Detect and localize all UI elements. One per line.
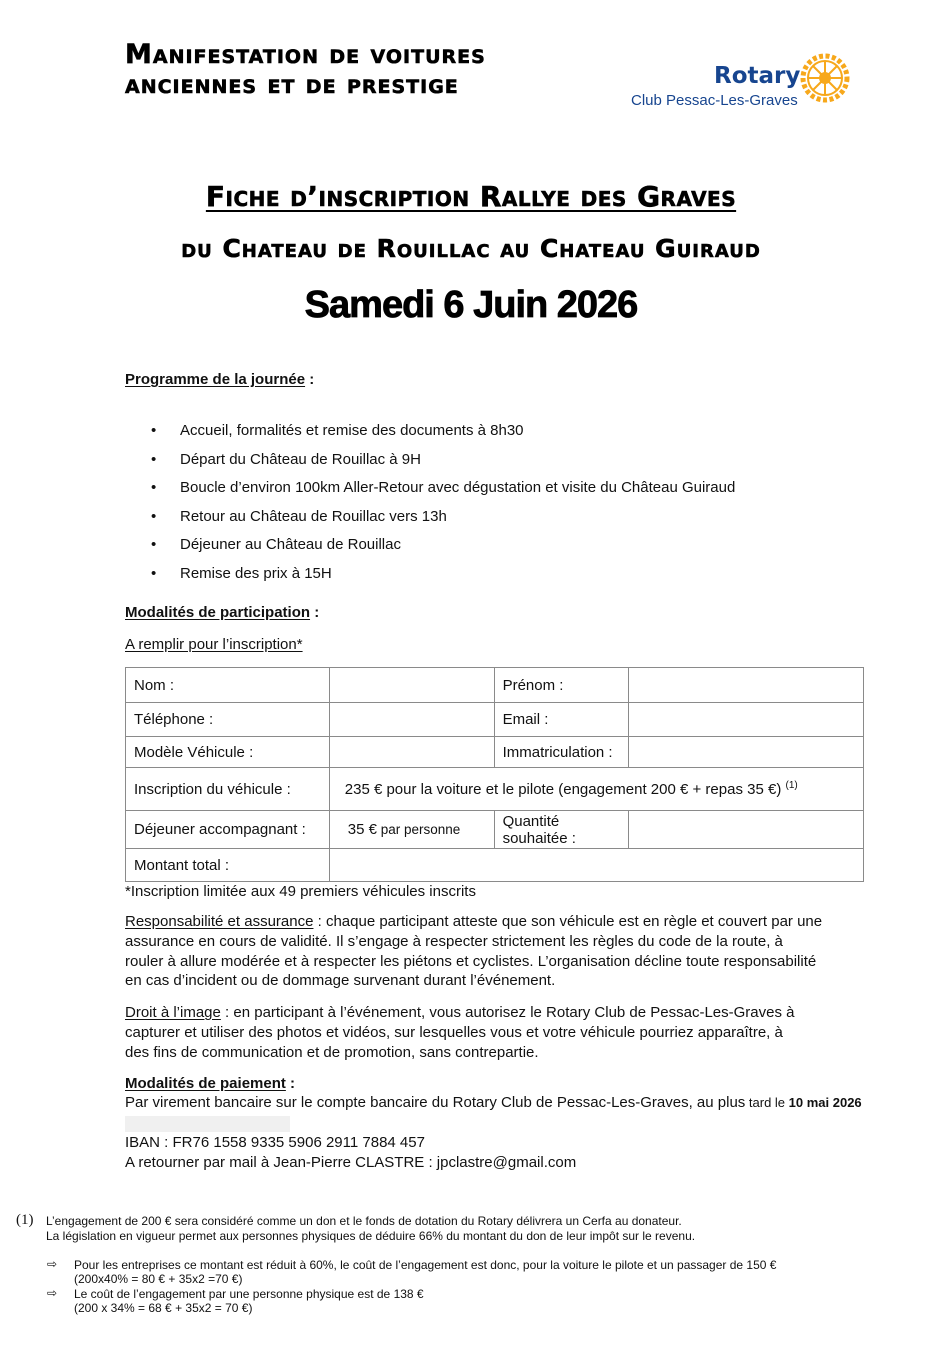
logo-wordmark: Rotary [714, 63, 801, 89]
quantite-label: Quantité souhaitée : [494, 811, 628, 849]
paiement-heading: Modalités de paiement : [125, 1075, 296, 1092]
footnote-arrow2: Le coût de l’engagement par une personne physique est de 138 € (200 x 34% = 68 € + 35x2 = 70 €) [74, 1287, 424, 1315]
nom-field[interactable] [329, 668, 494, 703]
list-item: • Boucle d’environ 100km Aller-Retour avec dégustation et visite du Château Guiraud [150, 478, 735, 507]
dejeuner-price: 35 € par personne [329, 811, 494, 849]
form-instruction: A remplir pour l’inscription* [125, 636, 303, 653]
footnote-arrow1: Pour les entreprises ce montant est réduit à 60%, le coût de l’engagement est donc, pour la voiture le pilote et un passager de 150 € (200x40% = 80 € + 35x2 =70 €) [74, 1258, 777, 1286]
iban: IBAN : FR76 1558 9335 5906 2911 7884 457 [125, 1134, 425, 1151]
list-item: • Départ du Château de Rouillac à 9H [150, 450, 735, 479]
event-title-line1: Manifestation de voitures [125, 39, 486, 70]
table-row [126, 768, 864, 811]
droit-image-paragraph: Droit à l’image : en participant à l’événement, vous autorisez le Rotary Club de Pessac-Les-Graves à capturer et utiliser des photos et vidéos, sur lesquelles vous et votre véhicule pourriez apparaître, à des fins de communication et de promotion, sans contrepartie. [125, 1004, 795, 1061]
prenom-field[interactable] [628, 668, 863, 703]
arrow-right-icon: ⇨ [47, 1286, 58, 1300]
footnote-number: (1) [16, 1212, 34, 1228]
registration-table [125, 667, 864, 882]
immatriculation-field[interactable] [628, 737, 863, 768]
table-row [126, 668, 864, 703]
inscription-value: 235 € pour la voiture et le pilote (engagement 200 € + repas 35 €) $^{(1)}$ [329, 768, 863, 811]
table-row [126, 737, 864, 768]
modele-label: Modèle Véhicule : [126, 737, 330, 768]
rotary-wheel-icon [800, 53, 850, 103]
list-item: • Remise des prix à 15H [150, 564, 735, 593]
dejeuner-label: Déjeuner accompagnant : [126, 811, 330, 849]
telephone-field[interactable] [329, 703, 494, 737]
total-label: Montant total : [126, 849, 330, 882]
modele-field[interactable] [329, 737, 494, 768]
logo-club-name: Club Pessac-Les-Graves [631, 92, 798, 109]
form-title: Fiche d’inscription Rallye des Graves [205, 180, 737, 213]
footnote-line2: La législation en vigueur permet aux personnes physiques de déduire 66% du montant du don de leur impôt sur le revenu. [46, 1229, 696, 1243]
total-field[interactable] [329, 849, 863, 882]
route-subtitle: du Chateau de Rouillac au Chateau Guiraud [181, 234, 761, 263]
limit-note: *Inscription limitée aux 49 premiers véhicules inscrits [125, 883, 476, 900]
list-item: • Retour au Château de Rouillac vers 13h [150, 507, 735, 536]
contact: A retourner par mail à Jean-Pierre CLASTRE : jpclastre@gmail.com [125, 1154, 577, 1171]
prenom-label: Prénom : [494, 668, 628, 703]
list-item: • Déjeuner au Château de Rouillac [150, 535, 735, 564]
immatriculation-label: Immatriculation : [494, 737, 628, 768]
redacted-area [125, 1116, 290, 1132]
programme-heading: Programme de la journée : [125, 371, 315, 388]
event-date: Samedi 6 Juin 2026 [304, 284, 638, 326]
responsabilite-paragraph: Responsabilité et assurance : chaque participant atteste que son véhicule est en règle et couvert par une assurance en cours de validité. Il s’engage à respecter strictement les règles du code de la route, à rouler à allure modérée et à respecter les piétons et cyclistes. L’organisation décline toute responsabilité en cas d’incident ou de dommage survenant durant l’événement. [125, 913, 823, 990]
event-title [125, 40, 486, 100]
telephone-label: Téléphone : [126, 703, 330, 737]
nom-label: Nom : [126, 668, 330, 703]
email-label: Email : [494, 703, 628, 737]
event-title-line2: anciennes et de prestige [125, 69, 459, 100]
table-row [126, 703, 864, 737]
quantite-field[interactable] [628, 811, 863, 849]
programme-list [150, 421, 735, 592]
table-row [126, 849, 864, 882]
arrow-right-icon: ⇨ [47, 1257, 58, 1271]
list-item: • Accueil, formalités et remise des documents à 8h30 [150, 421, 735, 450]
footnote-line1: L’engagement de 200 € sera considéré comme un don et le fonds de dotation du Rotary délivrera un Cerfa au donateur. [46, 1214, 682, 1228]
inscription-label: Inscription du véhicule : [126, 768, 330, 811]
paiement-line: Par virement bancaire sur le compte bancaire du Rotary Club de Pessac-Les-Graves, au plus tard le 10 mai 2026 [125, 1094, 862, 1111]
footnote-ref: (1) [785, 780, 798, 791]
participation-heading: Modalités de participation : [125, 604, 320, 621]
table-row [126, 811, 864, 849]
rotary-logo [630, 50, 852, 110]
email-field[interactable] [628, 703, 863, 737]
